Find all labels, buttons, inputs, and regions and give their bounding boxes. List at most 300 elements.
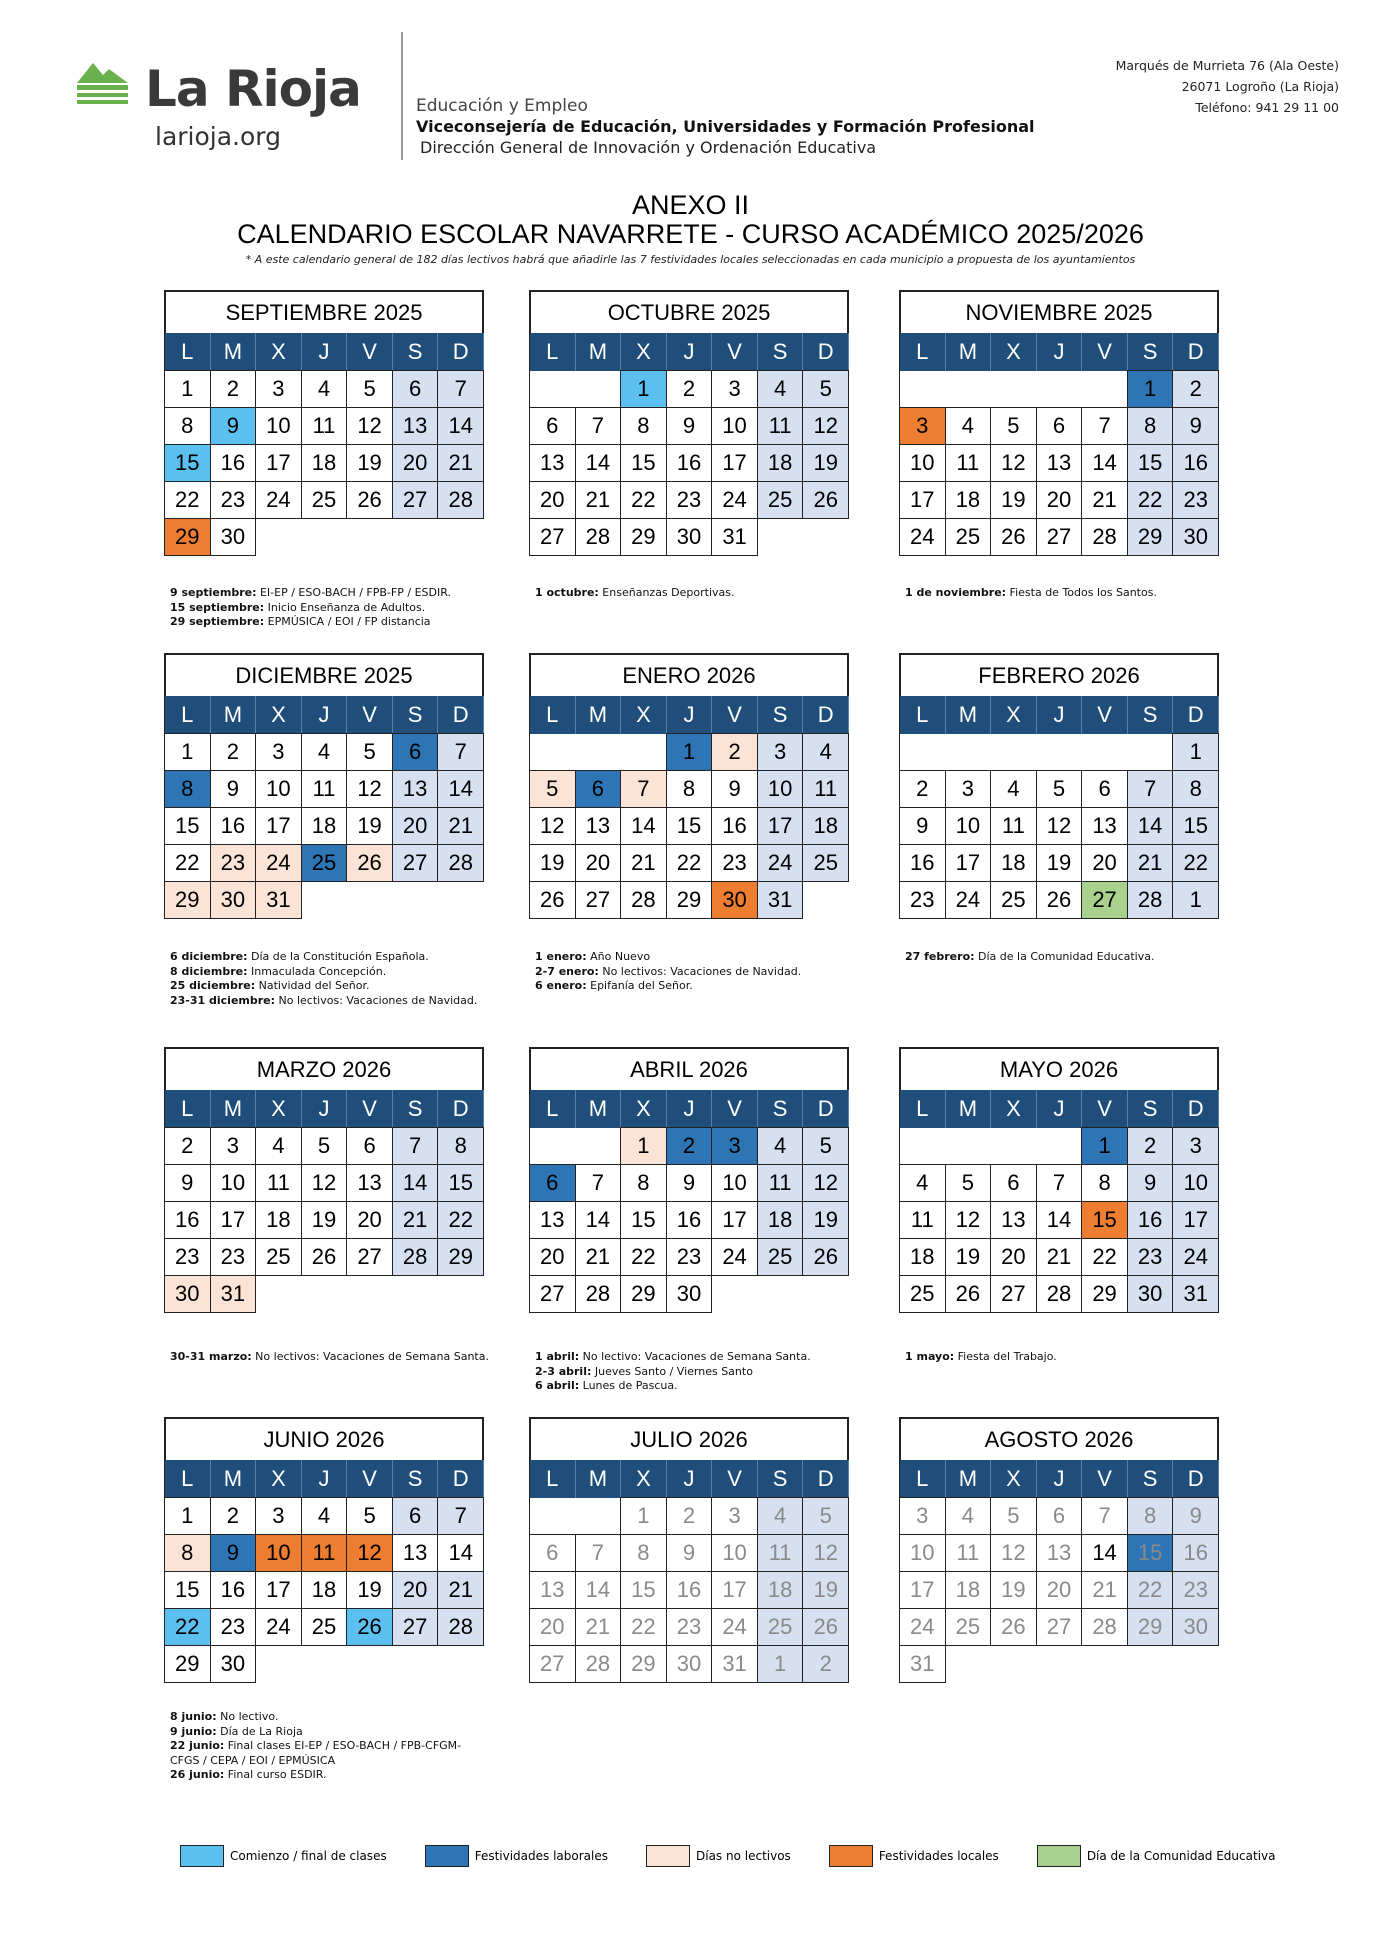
day-cell: 16 — [1127, 1201, 1174, 1239]
day-cell: 23 — [1172, 481, 1219, 519]
month-title: OCTUBRE 2025 — [529, 290, 849, 333]
day-cell: 22 — [1127, 481, 1174, 519]
empty-day — [945, 1645, 992, 1683]
day-cell: 20 — [392, 444, 439, 482]
day-cell: 19 — [346, 807, 393, 845]
legend-label: Festividades laborales — [474, 1849, 608, 1863]
month-title: ENERO 2026 — [529, 653, 849, 696]
day-cell: 8 — [620, 1164, 667, 1202]
empty-day — [990, 1645, 1037, 1683]
day-cell: 14 — [437, 770, 484, 808]
day-cell: 7 — [437, 1497, 484, 1535]
weekday-header: L — [530, 696, 576, 734]
day-cell: 21 — [1081, 1571, 1128, 1609]
day-cell: 14 — [1081, 444, 1128, 482]
day-cell: 27 — [1036, 1608, 1083, 1646]
weekday-header: M — [576, 1090, 622, 1128]
day-cell: 9 — [1172, 407, 1219, 445]
day-cell: 2 — [210, 370, 257, 408]
day-cell: 27 — [529, 518, 576, 556]
day-cell: 25 — [301, 481, 348, 519]
note-line — [170, 1350, 490, 1365]
day-cell: 14 — [392, 1164, 439, 1202]
day-cell: 13 — [575, 807, 622, 845]
day-cell: 13 — [346, 1164, 393, 1202]
note-text: No lectivos: Vacaciones de Navidad. — [275, 993, 478, 1007]
day-cell: 7 — [1081, 407, 1128, 445]
day-cell: 4 — [945, 1497, 992, 1535]
note-text: EI-EP / ESO-BACH / FPB-FP / ESDIR. — [256, 586, 451, 599]
day-cell: 14 — [575, 444, 622, 482]
note-text: No lectivos: Vacaciones de Navidad. — [598, 964, 802, 978]
day-cell: 21 — [620, 844, 667, 882]
day-cell: 26 — [802, 1608, 849, 1646]
day-cell: 21 — [575, 1238, 622, 1276]
day-cell: 31 — [255, 881, 302, 919]
empty-day — [899, 370, 946, 408]
day-cell: 4 — [301, 1497, 348, 1535]
day-cell: 19 — [945, 1238, 992, 1276]
day-cell: 27 — [346, 1238, 393, 1276]
day-cell: 6 — [529, 1164, 576, 1202]
day-cell: 19 — [990, 1571, 1037, 1609]
day-cell: 23 — [210, 481, 257, 519]
day-cell: 25 — [990, 881, 1037, 919]
legend-swatch — [829, 1845, 873, 1867]
weekday-header: X — [991, 1460, 1037, 1498]
day-cell: 28 — [437, 1608, 484, 1646]
weekday-header: M — [576, 1460, 622, 1498]
day-cell: 30 — [711, 881, 758, 919]
empty-day — [346, 881, 393, 919]
weekday-header: X — [256, 333, 302, 371]
day-cell: 11 — [757, 1534, 804, 1572]
day-cell: 7 — [620, 770, 667, 808]
note-text: Fiesta de Todos los Santos. — [1006, 586, 1157, 599]
day-cell: 10 — [711, 407, 758, 445]
day-cell: 12 — [802, 1164, 849, 1202]
note-line — [170, 1725, 490, 1740]
day-cell: 27 — [529, 1275, 576, 1313]
month-title: SEPTIEMBRE 2025 — [164, 290, 484, 333]
day-cell: 2 — [210, 733, 257, 771]
note-text: Final clases EI-EP / ESO-BACH / FPB-CFGM-CFGS / CEPA / EOI / EPMÚSICA — [170, 1739, 462, 1767]
weekday-header: S — [1128, 1090, 1174, 1128]
day-cell: 28 — [575, 1275, 622, 1313]
empty-day — [529, 1127, 576, 1165]
note-line — [535, 979, 855, 994]
weekday-header: V — [347, 696, 393, 734]
day-cell: 3 — [255, 1497, 302, 1535]
note-text: Inicio Enseñanza de Adultos. — [264, 600, 426, 614]
day-cell: 14 — [1036, 1201, 1083, 1239]
legend-item — [829, 1845, 999, 1867]
dept-line-1: Educación y Empleo — [416, 96, 588, 116]
day-cell: 12 — [346, 407, 393, 445]
day-cell: 24 — [757, 844, 804, 882]
day-cell: 4 — [802, 733, 849, 771]
day-cell: 26 — [301, 1238, 348, 1276]
note-date: 30-31 marzo: — [170, 1350, 252, 1363]
day-cell: 8 — [1081, 1164, 1128, 1202]
empty-day — [529, 733, 576, 771]
day-cell: 28 — [575, 1645, 622, 1683]
month-notes — [170, 1350, 490, 1365]
note-line — [170, 586, 490, 601]
weekday-header: D — [1173, 1090, 1219, 1128]
month-calendar — [164, 290, 484, 556]
empty-day — [802, 1275, 849, 1313]
address-line-3: Teléfono: 941 29 11 00 — [1195, 100, 1339, 115]
day-cell: 25 — [899, 1275, 946, 1313]
day-cell: 2 — [1127, 1127, 1174, 1165]
month-notes — [905, 586, 1225, 601]
month-calendar — [899, 1047, 1219, 1313]
day-cell: 18 — [255, 1201, 302, 1239]
day-cell: 11 — [255, 1164, 302, 1202]
day-cell: 8 — [1172, 770, 1219, 808]
month-notes — [535, 1350, 855, 1394]
weekday-header: S — [1128, 1460, 1174, 1498]
month-title: DICIEMBRE 2025 — [164, 653, 484, 696]
weekday-header: S — [393, 1460, 439, 1498]
note-date: 27 febrero: — [905, 950, 975, 963]
day-cell: 30 — [666, 518, 713, 556]
day-cell: 21 — [575, 1608, 622, 1646]
weekday-header: M — [946, 696, 992, 734]
day-cell: 9 — [1127, 1164, 1174, 1202]
weekday-header: D — [438, 1090, 484, 1128]
empty-day — [1127, 733, 1174, 771]
day-cell: 29 — [1081, 1275, 1128, 1313]
day-cell: 23 — [666, 1608, 713, 1646]
month-title: AGOSTO 2026 — [899, 1417, 1219, 1460]
day-cell: 19 — [990, 481, 1037, 519]
weekday-header: X — [256, 1090, 302, 1128]
legend-label: Día de la Comunidad Educativa — [1086, 1849, 1276, 1863]
header-divider — [401, 32, 403, 160]
empty-day — [711, 1275, 758, 1313]
day-cell: 24 — [945, 881, 992, 919]
day-cell: 11 — [757, 407, 804, 445]
day-cell: 8 — [666, 770, 713, 808]
day-cell: 23 — [210, 844, 257, 882]
day-cell: 22 — [1172, 844, 1219, 882]
weekday-header: V — [712, 333, 758, 371]
day-cell: 29 — [437, 1238, 484, 1276]
day-cell: 27 — [575, 881, 622, 919]
day-cell: 4 — [945, 407, 992, 445]
day-cell: 9 — [210, 1534, 257, 1572]
note-line — [535, 586, 855, 601]
day-cell: 31 — [1172, 1275, 1219, 1313]
day-cell: 16 — [899, 844, 946, 882]
note-line — [535, 965, 855, 980]
day-cell: 6 — [529, 1534, 576, 1572]
day-cell: 4 — [757, 1127, 804, 1165]
day-cell: 1 — [620, 1497, 667, 1535]
weekday-header: X — [621, 1460, 667, 1498]
note-line — [170, 950, 490, 965]
empty-day — [346, 1275, 393, 1313]
empty-day — [575, 1127, 622, 1165]
day-cell: 18 — [945, 481, 992, 519]
note-date: 1 mayo: — [905, 1350, 955, 1363]
day-cell: 12 — [1036, 807, 1083, 845]
day-cell: 9 — [666, 407, 713, 445]
day-cell: 30 — [1172, 518, 1219, 556]
day-cell: 17 — [255, 1571, 302, 1609]
day-cell: 5 — [346, 1497, 393, 1535]
day-cell: 10 — [711, 1164, 758, 1202]
day-cell: 21 — [437, 807, 484, 845]
weekday-header: J — [302, 333, 348, 371]
weekday-header: V — [1082, 333, 1128, 371]
day-cell: 17 — [945, 844, 992, 882]
day-cell: 20 — [392, 807, 439, 845]
weekday-header: D — [1173, 1460, 1219, 1498]
day-cell: 26 — [990, 1608, 1037, 1646]
day-cell: 21 — [1036, 1238, 1083, 1276]
weekday-header: L — [165, 333, 211, 371]
day-cell: 15 — [1081, 1201, 1128, 1239]
empty-day — [757, 518, 804, 556]
day-cell: 14 — [620, 807, 667, 845]
weekday-header: S — [393, 333, 439, 371]
month-notes — [170, 586, 490, 630]
day-cell: 24 — [899, 1608, 946, 1646]
day-cell: 18 — [301, 807, 348, 845]
legend-item — [180, 1845, 387, 1867]
day-cell: 8 — [620, 407, 667, 445]
logo-text: La Rioja — [145, 60, 361, 118]
day-cell: 29 — [666, 881, 713, 919]
empty-day — [1127, 1645, 1174, 1683]
day-cell: 26 — [529, 881, 576, 919]
day-cell: 16 — [1172, 444, 1219, 482]
weekday-header: X — [991, 696, 1037, 734]
weekday-header: D — [1173, 696, 1219, 734]
dept-line-2: Viceconsejería de Educación, Universidades y Formación Profesional — [416, 117, 1035, 136]
logo-url[interactable]: larioja.org — [155, 122, 282, 151]
day-cell: 29 — [620, 1645, 667, 1683]
day-cell: 14 — [437, 1534, 484, 1572]
day-cell: 2 — [1172, 370, 1219, 408]
empty-day — [529, 370, 576, 408]
day-cell: 2 — [802, 1645, 849, 1683]
day-cell: 2 — [164, 1127, 211, 1165]
day-cell: 16 — [164, 1201, 211, 1239]
day-cell: 26 — [802, 1238, 849, 1276]
day-cell: 25 — [945, 518, 992, 556]
month-notes — [905, 950, 1225, 965]
day-cell: 31 — [711, 518, 758, 556]
note-date: 6 diciembre: — [170, 950, 248, 963]
title-note: * A este calendario general de 182 días lectivos habrá que añadirle las 7 festividades locales seleccionadas en cada municipio a propuesta de los ayuntamientos — [245, 253, 1136, 266]
day-cell: 28 — [1081, 1608, 1128, 1646]
day-cell: 7 — [392, 1127, 439, 1165]
day-cell: 30 — [666, 1275, 713, 1313]
weekday-header: J — [1037, 333, 1083, 371]
note-line — [535, 1350, 855, 1365]
day-cell: 16 — [1172, 1534, 1219, 1572]
day-cell: 7 — [437, 733, 484, 771]
empty-day — [437, 1645, 484, 1683]
day-cell: 11 — [899, 1201, 946, 1239]
legend-item — [646, 1845, 791, 1867]
day-cell: 30 — [1172, 1608, 1219, 1646]
day-cell: 6 — [529, 407, 576, 445]
day-cell: 22 — [164, 1608, 211, 1646]
empty-day — [392, 1275, 439, 1313]
day-cell: 25 — [301, 1608, 348, 1646]
day-cell: 26 — [346, 1608, 393, 1646]
day-cell: 2 — [899, 770, 946, 808]
day-cell: 7 — [575, 407, 622, 445]
day-cell: 3 — [757, 733, 804, 771]
day-cell: 14 — [575, 1571, 622, 1609]
day-cell: 27 — [1036, 518, 1083, 556]
weekday-header: M — [946, 333, 992, 371]
weekday-header: D — [438, 1460, 484, 1498]
day-cell: 10 — [210, 1164, 257, 1202]
day-cell: 28 — [437, 481, 484, 519]
day-cell: 19 — [346, 1571, 393, 1609]
empty-day — [575, 370, 622, 408]
weekday-header: D — [803, 696, 849, 734]
day-cell: 6 — [392, 1497, 439, 1535]
day-cell: 7 — [1127, 770, 1174, 808]
weekday-header: V — [347, 333, 393, 371]
weekday-header: M — [211, 1090, 257, 1128]
note-date: 8 diciembre: — [170, 964, 248, 978]
day-cell: 30 — [1127, 1275, 1174, 1313]
day-cell: 25 — [301, 844, 348, 882]
day-cell: 8 — [164, 407, 211, 445]
weekday-header: V — [347, 1460, 393, 1498]
day-cell: 9 — [1172, 1497, 1219, 1535]
legend-swatch — [646, 1845, 690, 1867]
day-cell: 7 — [1036, 1164, 1083, 1202]
weekday-header: X — [256, 1460, 302, 1498]
day-cell: 3 — [711, 1497, 758, 1535]
day-cell: 2 — [711, 733, 758, 771]
day-cell: 13 — [529, 1571, 576, 1609]
day-cell: 20 — [529, 1608, 576, 1646]
note-date: 6 enero: — [535, 979, 587, 992]
day-cell: 17 — [711, 1571, 758, 1609]
day-cell: 1 — [164, 1497, 211, 1535]
day-cell: 8 — [164, 1534, 211, 1572]
day-cell: 14 — [1127, 807, 1174, 845]
day-cell: 28 — [1081, 518, 1128, 556]
note-date: 1 abril: — [535, 1350, 580, 1363]
empty-day — [620, 733, 667, 771]
day-cell: 22 — [620, 1238, 667, 1276]
day-cell: 2 — [666, 1497, 713, 1535]
day-cell: 9 — [666, 1164, 713, 1202]
month-calendar — [529, 1047, 849, 1313]
day-cell: 15 — [164, 1571, 211, 1609]
day-cell: 9 — [164, 1164, 211, 1202]
day-cell: 25 — [757, 481, 804, 519]
weekday-header: S — [393, 696, 439, 734]
month-calendar — [529, 1417, 849, 1683]
day-cell: 20 — [990, 1238, 1037, 1276]
day-cell: 12 — [990, 1534, 1037, 1572]
day-cell: 1 — [164, 733, 211, 771]
day-cell: 2 — [666, 1127, 713, 1165]
empty-day — [392, 881, 439, 919]
day-cell: 10 — [899, 1534, 946, 1572]
legend — [180, 1845, 1313, 1867]
day-cell: 24 — [255, 844, 302, 882]
day-cell: 5 — [346, 370, 393, 408]
note-date: 23-31 diciembre: — [170, 993, 276, 1007]
note-line — [905, 1350, 1225, 1365]
month-calendar — [164, 653, 484, 919]
empty-day — [346, 518, 393, 556]
month-calendar — [529, 290, 849, 556]
day-cell: 29 — [164, 518, 211, 556]
day-cell: 28 — [392, 1238, 439, 1276]
weekday-header: X — [621, 1090, 667, 1128]
day-cell: 27 — [392, 844, 439, 882]
day-cell: 8 — [164, 770, 211, 808]
day-cell: 5 — [346, 733, 393, 771]
day-cell: 19 — [529, 844, 576, 882]
day-cell: 11 — [301, 1534, 348, 1572]
day-cell: 23 — [899, 881, 946, 919]
weekday-header: M — [946, 1460, 992, 1498]
month-title: JULIO 2026 — [529, 1417, 849, 1460]
day-cell: 24 — [255, 1608, 302, 1646]
day-cell: 16 — [210, 444, 257, 482]
day-cell: 12 — [990, 444, 1037, 482]
day-cell: 12 — [301, 1164, 348, 1202]
day-cell: 5 — [945, 1164, 992, 1202]
day-cell: 17 — [899, 481, 946, 519]
day-cell: 5 — [990, 407, 1037, 445]
day-cell: 13 — [392, 770, 439, 808]
month-calendar — [899, 1417, 1219, 1683]
day-cell: 8 — [1127, 407, 1174, 445]
note-text: No lectivo. — [216, 1710, 279, 1723]
day-cell: 3 — [899, 407, 946, 445]
day-cell: 22 — [1081, 1238, 1128, 1276]
day-cell: 1 — [666, 733, 713, 771]
day-cell: 11 — [757, 1164, 804, 1202]
day-cell: 12 — [945, 1201, 992, 1239]
empty-day — [392, 1645, 439, 1683]
legend-swatch — [1037, 1845, 1081, 1867]
empty-day — [1036, 733, 1083, 771]
day-cell: 14 — [575, 1201, 622, 1239]
day-cell: 26 — [1036, 881, 1083, 919]
note-text: Final curso ESDIR. — [224, 1768, 327, 1781]
weekday-header: J — [302, 1460, 348, 1498]
day-cell: 17 — [711, 1201, 758, 1239]
day-cell: 28 — [1036, 1275, 1083, 1313]
title-annex: ANEXO II — [631, 190, 750, 220]
day-cell: 27 — [990, 1275, 1037, 1313]
weekday-header: L — [165, 1090, 211, 1128]
day-cell: 3 — [255, 370, 302, 408]
empty-day — [1081, 733, 1128, 771]
day-cell: 24 — [255, 481, 302, 519]
day-cell: 9 — [899, 807, 946, 845]
weekday-header: D — [803, 1090, 849, 1128]
